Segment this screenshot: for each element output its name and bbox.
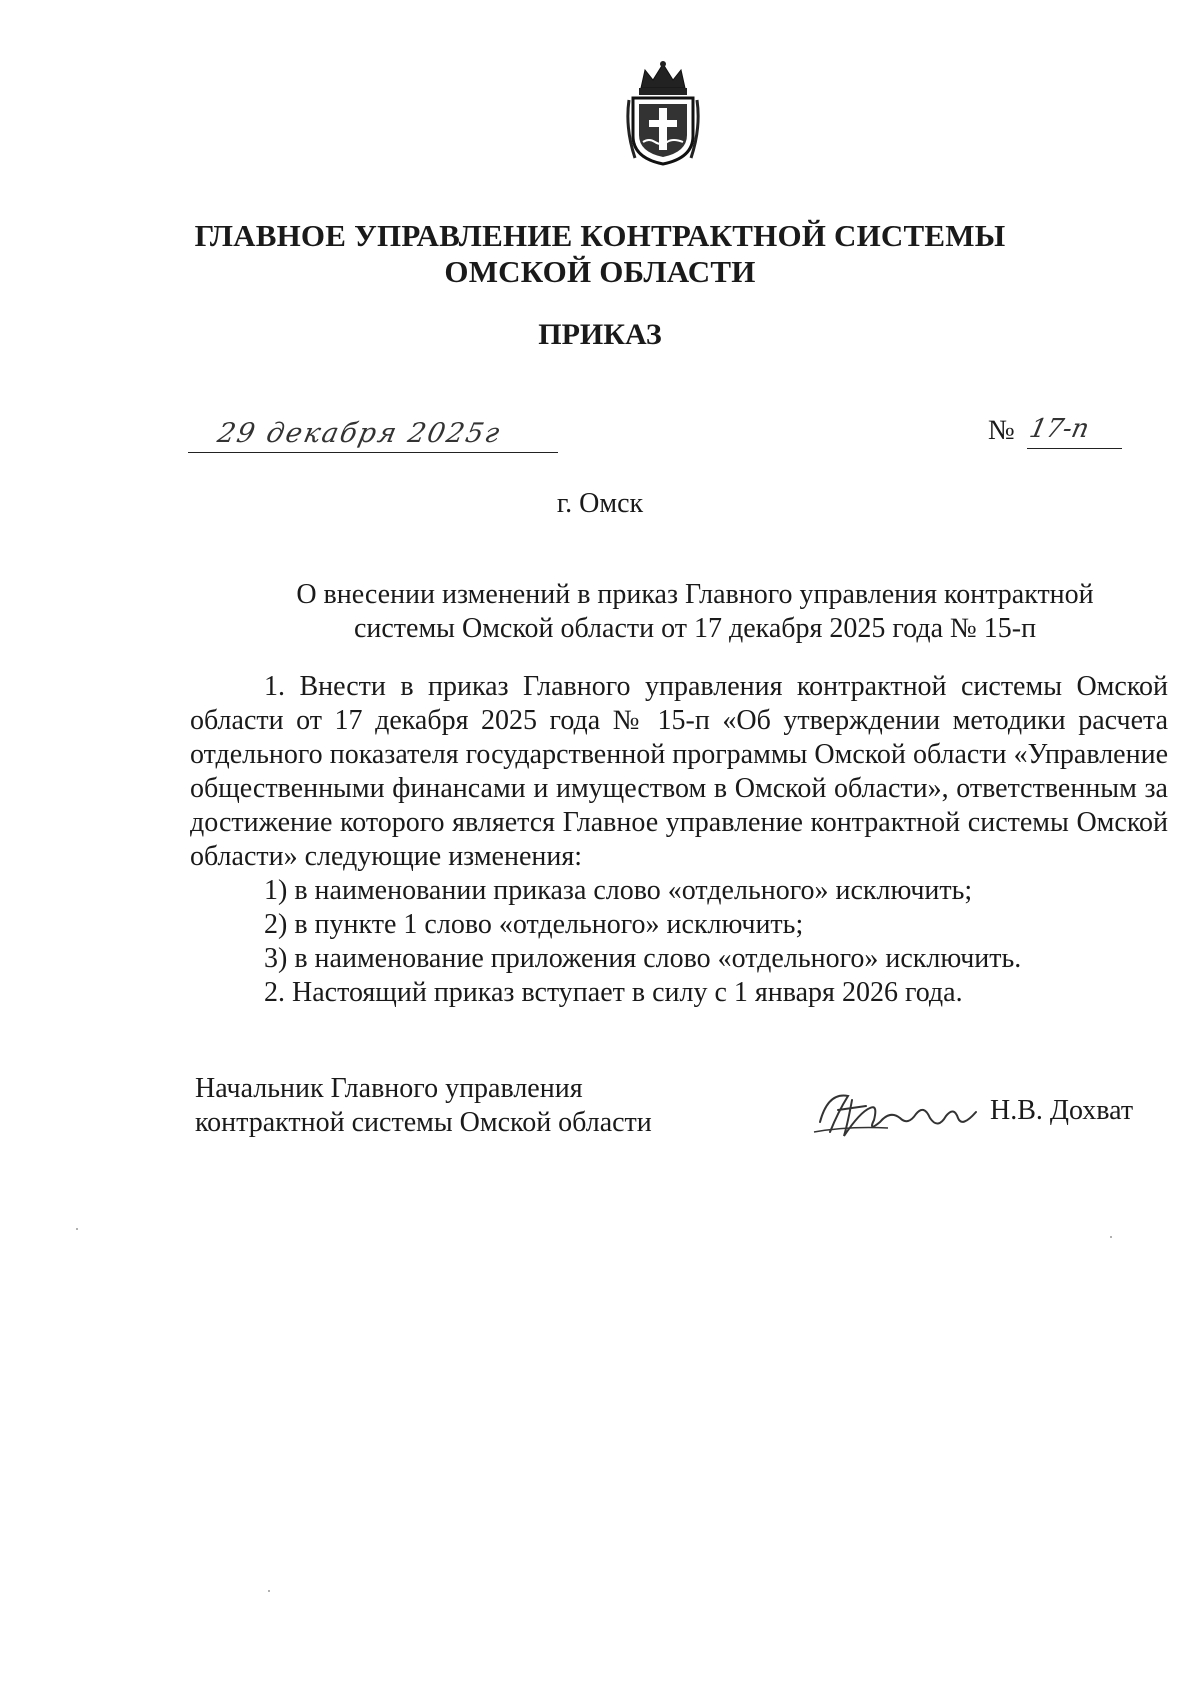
signatory-name: Н.В. Дохват [990,1095,1134,1126]
signatory-position-line1: Начальник Главного управления [195,1073,583,1104]
organization-name [0,218,1200,290]
paragraph-2: 2. Настоящий приказ вступает в силу с 1 января 2026 года. [264,977,963,1008]
scan-speck [76,1228,78,1230]
order-body [190,670,1168,1010]
document-type-title: ПРИКАЗ [538,318,662,351]
handwritten-signature [808,1082,983,1144]
city-line: г. Омск [556,488,644,519]
order-subject-line1: О внесении изменений в приказ Главного управления контрактной [296,579,1094,610]
order-number-label: № [988,415,1015,446]
scan-speck [1110,1236,1112,1238]
handwritten-order-number: 17-п [1026,414,1092,444]
organization-name-line2: ОМСКОЙ ОБЛАСТИ [444,254,756,289]
order-subject-line2: системы Омской области от 17 декабря 2025 года № 15-п [353,613,1037,644]
organization-name-line1: ГЛАВНОЕ УПРАВЛЕНИЕ КОНТРАКТНОЙ СИСТЕМЫ [194,218,1006,253]
amendment-item-1: 1) в наименовании приказа слово «отдельного» исключить; [264,875,973,906]
amendment-item-2: 2) в пункте 1 слово «отдельного» исключить; [264,909,804,940]
scan-speck [268,1590,270,1592]
handwritten-date: 29 декабря 2025г [214,418,505,449]
amendment-item-3: 3) в наименование приложения слово «отдельного» исключить. [264,943,1022,974]
paragraph-1: 1. Внести в приказ Главного управления контрактной системы Омской области от 17 декабря 2025 года № 15-п «Об утверждении методики расчета отдельного показателя государственной программы Омской области «Управление общественными финансами и имуществом в Омской области», ответственным за достижение которого является Главное управление контрактной системы Омской области» следующие изменения: [190,671,1168,872]
signatory-position-line2: контрактной системы Омской области [195,1107,652,1138]
order-subject [260,578,1130,646]
coat-of-arms-emblem [623,58,703,168]
signatory-position [195,1072,715,1140]
